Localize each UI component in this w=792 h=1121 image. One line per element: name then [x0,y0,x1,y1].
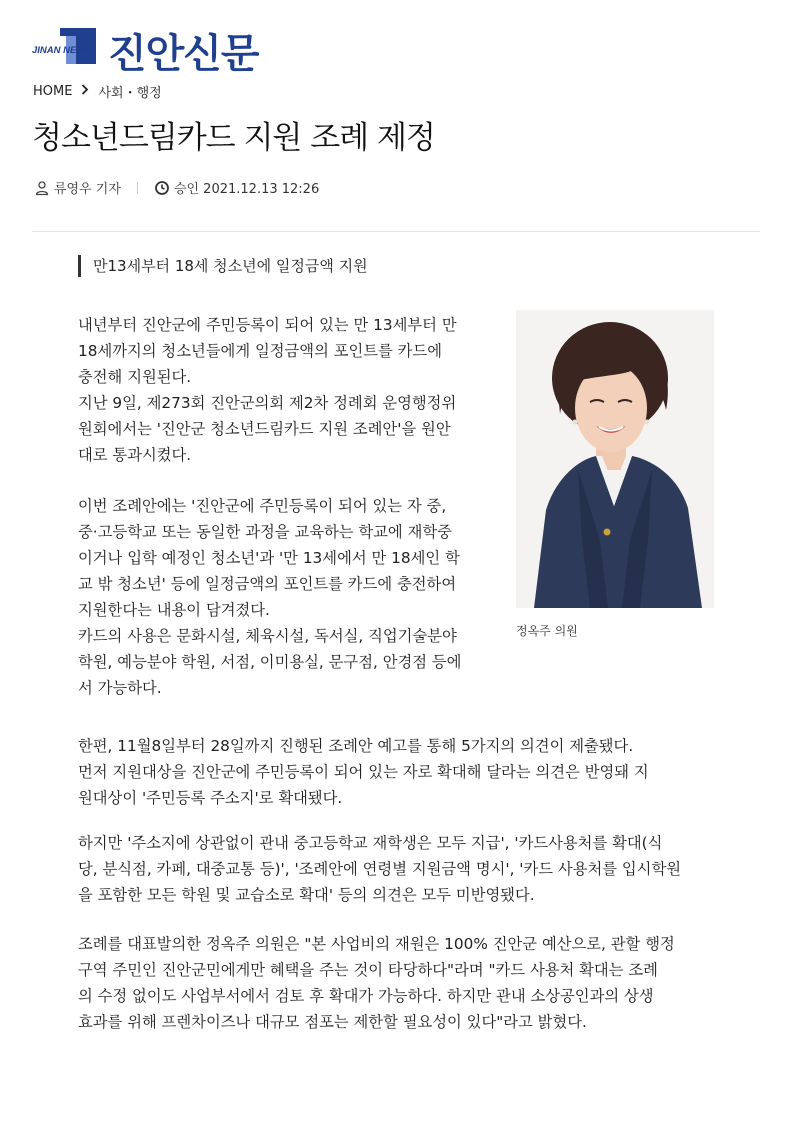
paragraph-line: 중·고등학교 또는 동일한 과정을 교육하는 학교에 재학중 [78,523,452,541]
paragraph-line: 먼저 지원대상을 진안군에 주민등록이 되어 있는 자로 확대해 달라는 의견은 반영돼 지 [78,763,649,781]
meta-separator [137,182,138,194]
logo-name: 진안신문 [108,31,259,77]
logo-mark [32,24,102,70]
paragraph-line: 효과를 위해 프렌차이즈나 대규모 점포는 제한할 필요성이 있다"라고 밝혔다. [78,1013,587,1031]
paragraph-line: 원대상이 '주민등록 주소지'로 확대됐다. [78,789,343,807]
site-logo[interactable] [32,24,292,77]
paragraph-line: 이거나 입학 예정인 청소년'과 '만 13세에서 만 18세인 학 [78,549,460,567]
photo-caption: 정옥주 의원 [516,624,578,638]
breadcrumb-home[interactable]: HOME [33,84,73,99]
paragraph-line: 이번 조례안에는 '진안군에 주민등록이 되어 있는 자 중, [78,497,447,515]
header-divider [32,231,760,232]
article-subtitle: 만13세부터 18세 청소년에 일정금액 지원 [78,255,368,277]
user-icon [34,180,50,196]
article-title: 청소년드림카드 지원 조례 제정 [32,120,435,156]
paragraph-line: 을 포함한 모든 학원 및 교습소로 확대' 등의 의견은 모두 미반영됐다. [78,886,535,904]
paragraph-line: 학원, 예능분야 학원, 서점, 이미용실, 문구점, 안경점 등에 [78,653,462,671]
article-photo[interactable] [516,310,714,608]
article-author[interactable]: 류영우 기자 [54,182,121,197]
paragraph-line: 교 밖 청소년' 등에 일정금액의 포인트를 카드에 충전하여 [78,575,457,593]
article-paragraph-3 [78,733,716,811]
paragraph-line: 당, 분식점, 카페, 대중교통 등)', '조례안에 연령별 지원금액 명시', '카드 사용처를 입시학원 [78,860,682,878]
clock-icon [154,180,170,196]
article-meta [34,178,319,197]
paragraph-line: 지난 9일, 제273회 진안군의회 제2차 정례회 운영행정위 [78,394,457,412]
paragraph-line: 한편, 11월8일부터 28일까지 진행된 조례안 예고를 통해 5가지의 의견이 제출됐다. [78,737,634,755]
portrait-illustration [516,310,714,608]
paragraph-line: 카드의 사용은 문화시설, 체육시설, 독서실, 직업기술분야 [78,627,457,645]
paragraph-line: 충전해 지원된다. [78,368,192,386]
breadcrumb [33,82,162,101]
breadcrumb-section[interactable]: 사회・행정 [98,86,162,101]
article-paragraph-1 [78,312,492,468]
paragraph-line: 하지만 '주소지에 상관없이 관내 중고등학교 재학생은 모두 지급', '카드사용처를 확대(식 [78,834,663,852]
article-approved-date: 승인 2021.12.13 12:26 [173,182,320,197]
paragraph-line: 서 가능하다. [78,679,162,697]
article-paragraph-5 [78,931,716,1035]
article-paragraph-2 [78,493,492,701]
chevron-right-icon [72,84,98,99]
paragraph-line: 지원한다는 내용이 담겨졌다. [78,601,270,619]
paragraph-line: 조례를 대표발의한 정옥주 의원은 "본 사업비의 재원은 100% 진안군 예산으로, 관할 행정 [78,935,675,953]
article-paragraph-4 [78,830,716,908]
paragraph-line: 구역 주민인 진안군민에게만 혜택을 주는 것이 타당하다"라며 "카드 사용처 확대는 조례 [78,961,658,979]
paragraph-line: 내년부터 진안군에 주민등록이 되어 있는 만 13세부터 만 [78,316,457,334]
paragraph-line: 의 수정 없이도 사업부서에서 검토 후 확대가 가능하다. 하지만 관내 소상공인과의 상생 [78,987,654,1005]
paragraph-line: 원회에서는 '진안군 청소년드림카드 지원 조례안'을 원안 [78,420,451,438]
paragraph-line: 대로 통과시켰다. [78,446,192,464]
logo-small-text: JINAN NEWS [32,45,92,56]
paragraph-line: 18세까지의 청소년들에게 일정금액의 포인트를 카드에 [78,342,443,360]
